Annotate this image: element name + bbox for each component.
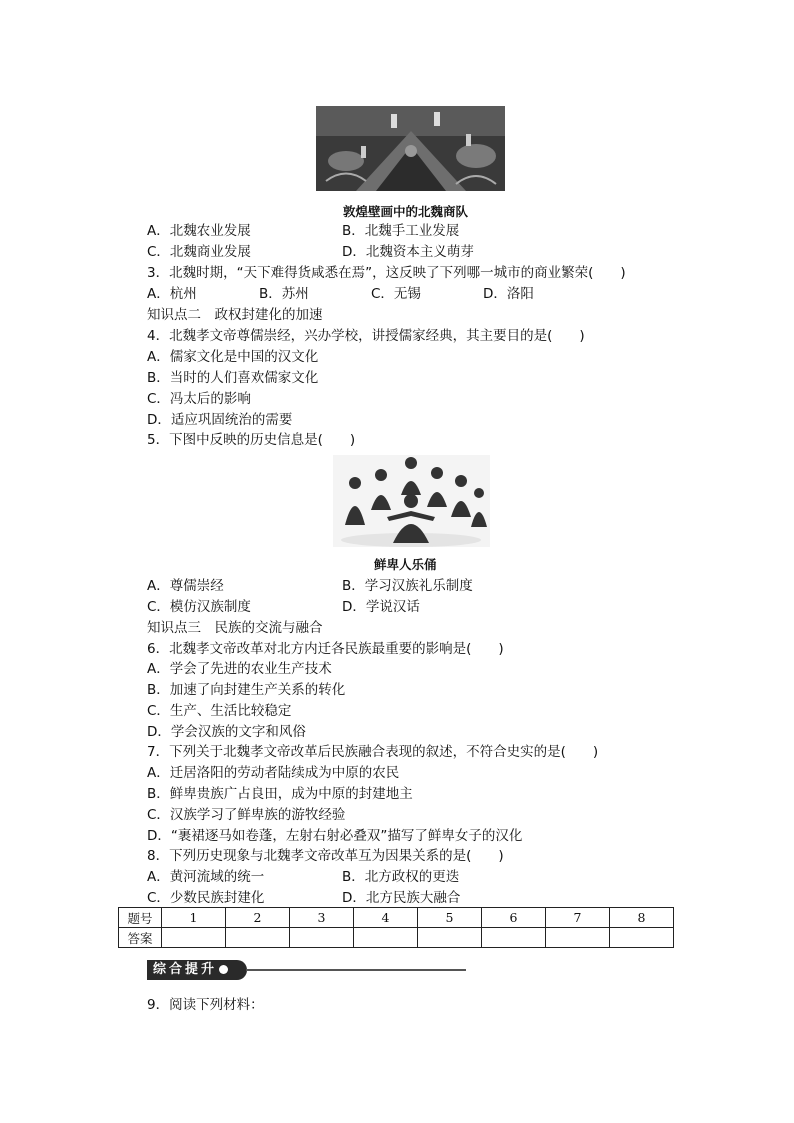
q3-stem: 3．北魏时期，“天下难得货咸悉在焉”，这反映了下列哪一城市的商业繁荣( ): [147, 265, 626, 281]
q3-option-a: A．杭州: [147, 286, 197, 302]
bullet-dot-icon: [219, 965, 228, 974]
q2-option-d: D．北魏资本主义萌芽: [342, 244, 474, 260]
q6-option-b: B．加速了向封建生产关系的转化: [147, 682, 346, 698]
question-number: 8: [610, 908, 674, 928]
question-number: 1: [162, 908, 226, 928]
knowledge-point-3: 知识点三 民族的交流与融合: [147, 620, 323, 636]
q7-option-a: A．迁居洛阳的劳动者陆续成为中原的农民: [147, 765, 400, 781]
question-number: 2: [226, 908, 290, 928]
q2-option-a: A．北魏农业发展: [147, 223, 251, 239]
q6-option-d: D．学会汉族的文字和风俗: [147, 724, 306, 740]
answer-cell[interactable]: [418, 928, 482, 948]
question-number-row: [119, 908, 674, 928]
mural-drawing: [316, 106, 505, 191]
answer-cell[interactable]: [546, 928, 610, 948]
q5-stem: 5．下图中反映的历史信息是( ): [147, 432, 356, 448]
q8-option-d: D．北方民族大融合: [342, 890, 461, 906]
q2-option-c: C．北魏商业发展: [147, 244, 251, 260]
image2-caption: 鲜卑人乐俑: [374, 557, 437, 572]
q8-option-a: A．黄河流域的统一: [147, 869, 265, 885]
q5-option-a: A．尊儒崇经: [147, 578, 224, 594]
answer-cell[interactable]: [354, 928, 418, 948]
xianbei-figurines-image: [333, 455, 490, 547]
q8-stem: 8．下列历史现象与北魏孝文帝改革互为因果关系的是( ): [147, 848, 504, 864]
answer-cell[interactable]: [482, 928, 546, 948]
q8-option-b: B．北方政权的更迭: [342, 869, 460, 885]
answer-cell[interactable]: [290, 928, 354, 948]
answer-cell[interactable]: [610, 928, 674, 948]
answer-row: [119, 928, 674, 948]
q3-option-d: D．洛阳: [483, 286, 534, 302]
q5-option-d: D．学说汉话: [342, 599, 420, 615]
q6-option-c: C．生产、生活比较稳定: [147, 703, 292, 719]
q4-option-d: D．适应巩固统治的需要: [147, 412, 293, 428]
q4-option-b: B．当时的人们喜欢儒家文化: [147, 370, 319, 386]
answer-cell[interactable]: [162, 928, 226, 948]
row-head-answer: 答案: [119, 928, 162, 948]
q3-option-b: B．苏州: [259, 286, 309, 302]
q5-option-c: C．模仿汉族制度: [147, 599, 251, 615]
q7-option-c: C．汉族学习了鲜卑族的游牧经验: [147, 807, 346, 823]
q2-option-b: B．北魏手工业发展: [342, 223, 460, 239]
question-number: 4: [354, 908, 418, 928]
q7-option-b: B．鲜卑贵族广占良田，成为中原的封建地主: [147, 786, 413, 802]
question-number: 7: [546, 908, 610, 928]
q7-option-d: D．“裹裙逐马如卷蓬，左射右射必叠双”描写了鲜卑女子的汉化: [147, 828, 523, 844]
dunhuang-mural-image: [316, 106, 505, 191]
q5-option-b: B．学习汉族礼乐制度: [342, 578, 473, 594]
q4-stem: 4．北魏孝文帝尊儒崇经，兴办学校，讲授儒家经典，其主要目的是( ): [147, 328, 585, 344]
q8-option-c: C．少数民族封建化: [147, 890, 265, 906]
section-divider: [246, 969, 466, 971]
q6-option-a: A．学会了先进的农业生产技术: [147, 661, 332, 677]
question-number: 6: [482, 908, 546, 928]
row-head-number: 题号: [119, 908, 162, 928]
section-title: 综合提升: [153, 962, 218, 977]
q7-stem: 7．下列关于北魏孝文帝改革后民族融合表现的叙述，不符合史实的是( ): [147, 744, 599, 760]
answer-table: [118, 907, 674, 948]
answer-cell[interactable]: [226, 928, 290, 948]
q4-option-c: C．冯太后的影响: [147, 391, 251, 407]
question-number: 5: [418, 908, 482, 928]
figurines-drawing: [333, 455, 490, 547]
section-header: [147, 960, 247, 980]
q4-option-a: A．儒家文化是中国的汉文化: [147, 349, 319, 365]
q6-stem: 6．北魏孝文帝改革对北方内迁各民族最重要的影响是( ): [147, 641, 504, 657]
image1-caption: 敦煌壁画中的北魏商队: [343, 204, 469, 219]
q9-stem: 9．阅读下列材料：: [147, 997, 264, 1013]
q3-option-c: C．无锡: [371, 286, 421, 302]
knowledge-point-2: 知识点二 政权封建化的加速: [147, 307, 323, 323]
question-number: 3: [290, 908, 354, 928]
